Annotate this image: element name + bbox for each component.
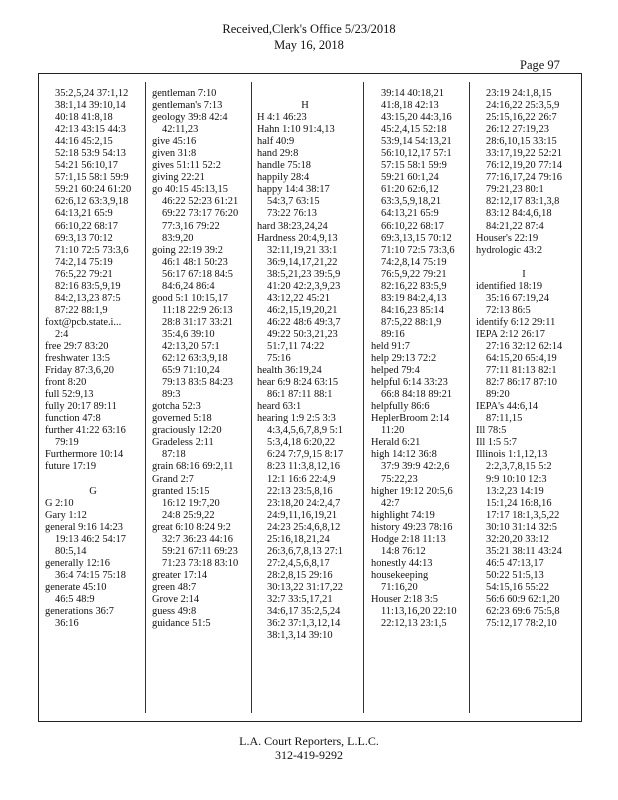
index-entry: 11:13,16,20 22:10: [381, 606, 457, 618]
index-entry: 13:2,23 14:19: [486, 485, 544, 497]
index-entry: Hardness 20:4,9,13: [257, 232, 338, 244]
index-entry: heard 63:1: [257, 401, 302, 413]
index-entry: IEPA 2:12 26:17: [476, 328, 545, 340]
index-entry: generations 36:7: [45, 606, 114, 618]
index-entry: 87:11,15: [486, 413, 523, 425]
index-entry: 12:1 16:6 22:4,9: [267, 473, 336, 485]
index-entry: 77:3,16 79:22: [162, 220, 220, 232]
index-entry: 66:10,22 68:17: [55, 220, 118, 232]
index-entry: 11:18 22:9 26:13: [162, 304, 233, 316]
index-entry: 44:16 45:2,15: [55, 136, 113, 148]
index-entry: 80:5,14: [55, 545, 87, 557]
index-entry: handle 75:18: [257, 160, 311, 172]
index-entry: 43:12,22 45:21: [267, 292, 330, 304]
index-entry: 36:2 37:1,3,12,14: [267, 618, 341, 630]
index-entry: 57:1,15 58:1 59:9: [55, 172, 129, 184]
index-entry: 42:7: [381, 497, 400, 509]
index-entry: 27:2,4,5,6,8,17: [267, 557, 330, 569]
index-entry: 36:4 74:15 75:18: [55, 569, 127, 581]
index-entry: hard 38:23,24,24: [257, 220, 328, 232]
index-entry: 9:9 10:10 12:3: [486, 473, 547, 485]
index-entry: 46:5 47:13,17: [486, 557, 544, 569]
index-entry: 46:22 48:6 49:3,7: [267, 316, 341, 328]
index-entry: 59:21 60:24 61:20: [55, 184, 132, 196]
index-entry: 23:19 24:1,8,15: [486, 88, 552, 99]
index-entry: Friday 87:3,6,20: [45, 365, 114, 377]
index-entry: 72:13 86:5: [486, 304, 531, 316]
index-entry: 69:3,13 70:12: [55, 232, 113, 244]
index-entry: 6:24 7:7,9,15 8:17: [267, 449, 344, 461]
index-entry: generally 12:16: [45, 557, 110, 569]
index-entry: front 8:20: [45, 377, 87, 389]
index-entry: 77:11 81:13 82:1: [486, 365, 557, 377]
index-entry: 87:22 88:1,9: [55, 304, 108, 316]
index-entry: 46:1 48:1 50:23: [162, 256, 228, 268]
index-entry: freshwater 13:5: [45, 353, 110, 365]
index-entry: future 17:19: [45, 461, 97, 473]
index-entry: 45:2,4,15 52:18: [381, 124, 447, 136]
index-entry: helpfully 86:6: [371, 401, 430, 413]
index-entry: 82:7 86:17 87:10: [486, 377, 558, 389]
index-entry: 75:22,23: [381, 473, 418, 485]
index-entry: 32:20,20 33:12: [486, 533, 549, 545]
index-entry: 42:13,20 57:1: [162, 340, 220, 352]
index-entry: general 9:16 14:23: [45, 521, 123, 533]
index-entry: 65:9 71:10,24: [162, 365, 220, 377]
index-entry: give 45:16: [152, 136, 197, 148]
index-entry: 83:9,20: [162, 232, 194, 244]
index-entry: held 91:7: [371, 340, 410, 352]
index-entry: fully 20:17 89:11: [45, 401, 117, 413]
index-entry: 33:17,19,22 52:21: [486, 148, 562, 160]
footer-phone: 312-419-9292: [275, 748, 343, 762]
index-entry: helped 79:4: [371, 365, 420, 377]
index-entry: Houser 2:18 3:5: [371, 593, 438, 605]
index-entry: Gradeless 2:11: [152, 437, 214, 449]
index-entry: 24:16,22 25:3,5,9: [486, 100, 560, 112]
index-entry: granted 15:15: [152, 485, 210, 497]
index-entry: 69:22 73:17 76:20: [162, 208, 239, 220]
index-column-2: [152, 88, 248, 630]
index-entry: Ill 78:5: [476, 425, 507, 437]
index-entry: 84:2,13,23 87:5: [55, 292, 121, 304]
index-entry: 26:12 27:19,23: [486, 124, 549, 136]
index-entry: 11:20: [381, 425, 405, 437]
index-entry: 71:10 72:5 73:3,6: [381, 244, 455, 256]
index-entry: [476, 257, 572, 269]
index-entry: 43:15,20 44:3,16: [381, 112, 452, 124]
index-entry: 84:21,22 87:4: [486, 220, 544, 232]
index-entry: hydrologic 43:2: [476, 244, 543, 256]
index-entry: 28:2,8,15 29:16: [267, 569, 333, 581]
index-entry: 61:20 62:6,12: [381, 184, 439, 196]
index-entry: 87:5,22 88:1,9: [381, 316, 442, 328]
index-entry: 35:16 67:19,24: [486, 292, 549, 304]
index-entry: 46:22 52:23 61:21: [162, 196, 239, 208]
index-entry: [45, 474, 141, 486]
index-entry: 62:23 69:6 75:5,8: [486, 606, 560, 618]
column-divider: [469, 82, 470, 713]
index-entry: 71:10 72:5 73:3,6: [55, 244, 129, 256]
index-entry: 64:15,20 65:4,19: [486, 353, 557, 365]
index-entry: 36:9,14,17,21,22: [267, 256, 338, 268]
index-entry: gotcha 52:3: [152, 401, 201, 413]
index-column-1: [45, 88, 141, 630]
index-entry: 14:8 76:12: [381, 545, 426, 557]
index-entry: 83:19 84:2,4,13: [381, 292, 447, 304]
index-entry: 64:13,21 65:9: [381, 208, 439, 220]
index-entry: 53:9,14 54:13,21: [381, 136, 452, 148]
index-entry: going 22:19 39:2: [152, 244, 224, 256]
index-entry: 19:13 46:2 54:17: [55, 533, 127, 545]
index-entry: 76:12,19,20 77:14: [486, 160, 562, 172]
index-entry: 42:13 43:15 44:3: [55, 124, 127, 136]
index-entry: housekeeping: [371, 569, 429, 581]
index-entry: 56:10,12,17 57:1: [381, 148, 452, 160]
index-entry: 84:16,23 85:14: [381, 304, 444, 316]
index-entry: green 48:7: [152, 581, 197, 593]
index-entry: highlight 74:19: [371, 509, 435, 521]
index-entry: 71:16,20: [381, 581, 418, 593]
footer-company: L.A. Court Reporters, L.L.C.: [239, 734, 379, 748]
index-entry: 64:13,21 65:9: [55, 208, 113, 220]
index-entry: 39:14 40:18,21: [381, 88, 444, 99]
index-entry: 66:10,22 68:17: [381, 220, 444, 232]
index-entry: honestly 44:13: [371, 557, 433, 569]
index-entry: go 40:15 45:13,15: [152, 184, 228, 196]
index-entry: 83:12 84:4,6,18: [486, 208, 552, 220]
index-entry: happy 14:4 38:17: [257, 184, 330, 196]
index-entry: 76:5,9,22 79:21: [381, 268, 447, 280]
index-entry: 41:20 42:2,3,9,23: [267, 280, 341, 292]
index-column-3: [257, 88, 353, 642]
index-entry: helpful 6:14 33:23: [371, 377, 448, 389]
index-entry: generate 45:10: [45, 581, 107, 593]
index-entry: 82:16 83:5,9,19: [55, 280, 121, 292]
index-entry: Ill 1:5 5:7: [476, 437, 517, 449]
index-entry: higher 19:12 20:5,6: [371, 485, 453, 497]
index-entry: [257, 88, 353, 100]
index-entry: 69:3,13,15 70:12: [381, 232, 452, 244]
index-entry: 49:22 50:3,21,23: [267, 328, 338, 340]
index-entry: guess 49:8: [152, 606, 197, 618]
index-entry: 89:3: [162, 389, 181, 401]
index-entry: 24:23 25:4,6,8,12: [267, 521, 341, 533]
index-entry: 32:11,19,21 33:1: [267, 244, 338, 256]
index-entry: 79:19: [55, 437, 79, 449]
index-entry: 89:20: [486, 389, 510, 401]
index-entry: graciously 12:20: [152, 425, 222, 437]
page-number: Page 97: [520, 58, 560, 72]
index-entry: HeplerBroom 2:14: [371, 413, 450, 425]
index-entry: 35:4,6 39:10: [162, 328, 215, 340]
index-entry: 84:6,24 86:4: [162, 280, 215, 292]
index-entry: Gary 1:12: [45, 509, 87, 521]
transcript-date: May 16, 2018: [274, 38, 344, 52]
index-entry: 23:18,20 24:2,4,7: [267, 497, 341, 509]
index-entry: 28:6,10,15 33:15: [486, 136, 557, 148]
index-entry: 35:2,5,24 37:1,12: [55, 88, 129, 99]
index-entry: help 29:13 72:2: [371, 353, 437, 365]
index-column-5: [476, 88, 572, 630]
index-entry: 46:5 48:9: [55, 593, 95, 605]
index-entry: 38:1,3,14 39:10: [267, 630, 333, 642]
index-entry: G 2:10: [45, 497, 74, 509]
index-entry: 30:10 31:14 32:5: [486, 521, 558, 533]
index-entry: 37:9 39:9 42:2,6: [381, 461, 450, 473]
index-entry: Herald 6:21: [371, 437, 421, 449]
section-letter: I: [522, 268, 526, 280]
index-entry: 24:8 25:9,22: [162, 509, 215, 521]
index-entry: 8:23 11:3,8,12,16: [267, 461, 340, 473]
index-entry: 87:18: [162, 449, 186, 461]
index-entry: hearing 1:9 2:5 3:3: [257, 413, 336, 425]
index-entry: 52:18 53:9 54:13: [55, 148, 127, 160]
index-entry: 86:1 87:11 88:1: [267, 389, 333, 401]
index-entry: hand 29:8: [257, 148, 299, 160]
index-entry: 51:7,11 74:22: [267, 340, 325, 352]
index-entry: greater 17:14: [152, 569, 208, 581]
section-letter: H: [301, 100, 309, 112]
index-entry: IEPA's 44:6,14: [476, 401, 539, 413]
index-entry: 74:2,8,14 75:19: [381, 256, 447, 268]
index-entry: function 47:8: [45, 413, 101, 425]
index-entry: 38:5,21,23 39:5,9: [267, 268, 341, 280]
index-entry: 74:2,14 75:19: [55, 256, 113, 268]
index-entry: 46:2,15,19,20,21: [267, 304, 338, 316]
column-divider: [145, 82, 146, 713]
index-entry: grain 68:16 69:2,11: [152, 461, 234, 473]
index-entry: Houser's 22:19: [476, 232, 539, 244]
index-entry: geology 39:8 42:4: [152, 112, 228, 124]
index-entry: 54:15,16 55:22: [486, 581, 549, 593]
index-entry: Hodge 2:18 11:13: [371, 533, 446, 545]
index-entry: 34:6,17 35:2,5,24: [267, 606, 341, 618]
index-entry: gentleman's 7:13: [152, 100, 223, 112]
index-entry: 35:21 38:11 43:24: [486, 545, 562, 557]
index-entry: 89:16: [381, 328, 405, 340]
index-entry: 57:15 58:1 59:9: [381, 160, 447, 172]
section-letter: G: [89, 485, 97, 497]
index-entry: 41:8,18 42:13: [381, 100, 439, 112]
index-entry: health 36:19,24: [257, 365, 322, 377]
index-entry: free 29:7 83:20: [45, 340, 109, 352]
index-entry: 77:16,17,24 79:16: [486, 172, 562, 184]
index-entry: 22:12,13 23:1,5: [381, 618, 447, 630]
index-entry: half 40:9: [257, 136, 295, 148]
index-entry: giving 22:21: [152, 172, 205, 184]
index-entry: gentleman 7:10: [152, 88, 217, 99]
index-entry: 38:1,14 39:10,14: [55, 100, 126, 112]
index-entry: 56:17 67:18 84:5: [162, 268, 234, 280]
index-entry: given 31:8: [152, 148, 197, 160]
column-divider: [363, 82, 364, 713]
index-entry: full 52:9,13: [45, 389, 94, 401]
index-entry: Furthermore 10:14: [45, 449, 124, 461]
index-entry: 50:22 51:5,13: [486, 569, 544, 581]
index-entry: further 41:22 63:16: [45, 425, 126, 437]
index-entry: identify 6:12 29:11: [476, 316, 556, 328]
index-entry: 75:12,17 78:2,10: [486, 618, 557, 630]
index-entry: 25:16,18,21,24: [267, 533, 330, 545]
index-entry: 2:4: [55, 328, 69, 340]
index-entry: 25:15,16,22 26:7: [486, 112, 557, 124]
index-entry: identified 18:19: [476, 280, 543, 292]
index-entry: 27:16 32:12 62:14: [486, 340, 563, 352]
index-entry: foxt@pcb.state.i...: [45, 316, 122, 328]
index-entry: 30:13,22 31:17,22: [267, 581, 343, 593]
received-stamp: Received,Clerk's Office 5/23/2018: [222, 22, 396, 36]
index-entry: good 5:1 10:15,17: [152, 292, 228, 304]
index-entry: 17:17 18:1,3,5,22: [486, 509, 560, 521]
index-entry: 5:3,4,18 6:20,22: [267, 437, 336, 449]
index-entry: 26:3,6,7,8,13 27:1: [267, 545, 343, 557]
index-entry: gives 51:11 52:2: [152, 160, 221, 172]
index-entry: 42:11,23: [162, 124, 199, 136]
index-entry: 32:7 33:5,17,21: [267, 593, 333, 605]
index-entry: 36:16: [55, 618, 79, 630]
index-entry: Illinois 1:1,12,13: [476, 449, 548, 461]
index-entry: guidance 51:5: [152, 618, 211, 630]
index-entry: 73:22 76:13: [267, 208, 317, 220]
index-entry: history 49:23 78:16: [371, 521, 453, 533]
index-entry: 2:2,3,7,8,15 5:2: [486, 461, 552, 473]
index-entry: governed 5:18: [152, 413, 212, 425]
index-entry: 82:16,22 83:5,9: [381, 280, 447, 292]
index-entry: 71:23 73:18 83:10: [162, 557, 239, 569]
index-entry: Grand 2:7: [152, 473, 194, 485]
index-entry: great 6:10 8:24 9:2: [152, 521, 231, 533]
index-entry: happily 28:4: [257, 172, 310, 184]
index-entry: 75:16: [267, 353, 291, 365]
index-entry: high 14:12 36:8: [371, 449, 437, 461]
index-entry: 4:3,4,5,6,7,8,9 5:1: [267, 425, 343, 437]
index-entry: 62:12 63:3,9,18: [162, 353, 228, 365]
index-entry: 28:8 31:17 33:21: [162, 316, 234, 328]
index-entry: 54:21 56:10,17: [55, 160, 118, 172]
index-entry: 79:13 83:5 84:23: [162, 377, 234, 389]
index-entry: 32:7 36:23 44:16: [162, 533, 234, 545]
column-divider: [251, 82, 252, 713]
index-entry: 54:3,7 63:15: [267, 196, 320, 208]
index-entry: 24:9,11,16,19,21: [267, 509, 338, 521]
index-entry: 22:13 23:5,8,16: [267, 485, 333, 497]
index-entry: 79:21,23 80:1: [486, 184, 544, 196]
index-entry: 59:21 67:11 69:23: [162, 545, 238, 557]
index-entry: 76:5,22 79:21: [55, 268, 113, 280]
index-entry: 40:18 41:8,18: [55, 112, 113, 124]
index-entry: Hahn 1:10 91:4,13: [257, 124, 335, 136]
index-entry: 15:1,24 16:8,16: [486, 497, 552, 509]
index-entry: Grove 2:14: [152, 593, 200, 605]
index-entry: 82:12,17 83:1,3,8: [486, 196, 560, 208]
index-entry: 59:21 60:1,24: [381, 172, 439, 184]
index-entry: 56:6 60:9 62:1,20: [486, 593, 560, 605]
index-entry: H 4:1 46:23: [257, 112, 307, 124]
index-table: [38, 73, 582, 722]
index-entry: 66:8 84:18 89:21: [381, 389, 453, 401]
index-entry: 63:3,5,9,18,21: [381, 196, 442, 208]
index-column-4: [371, 88, 467, 630]
index-entry: 62:6,12 63:3,9,18: [55, 196, 129, 208]
index-entry: hear 6:9 8:24 63:15: [257, 377, 339, 389]
index-entry: 16:12 19:7,20: [162, 497, 220, 509]
